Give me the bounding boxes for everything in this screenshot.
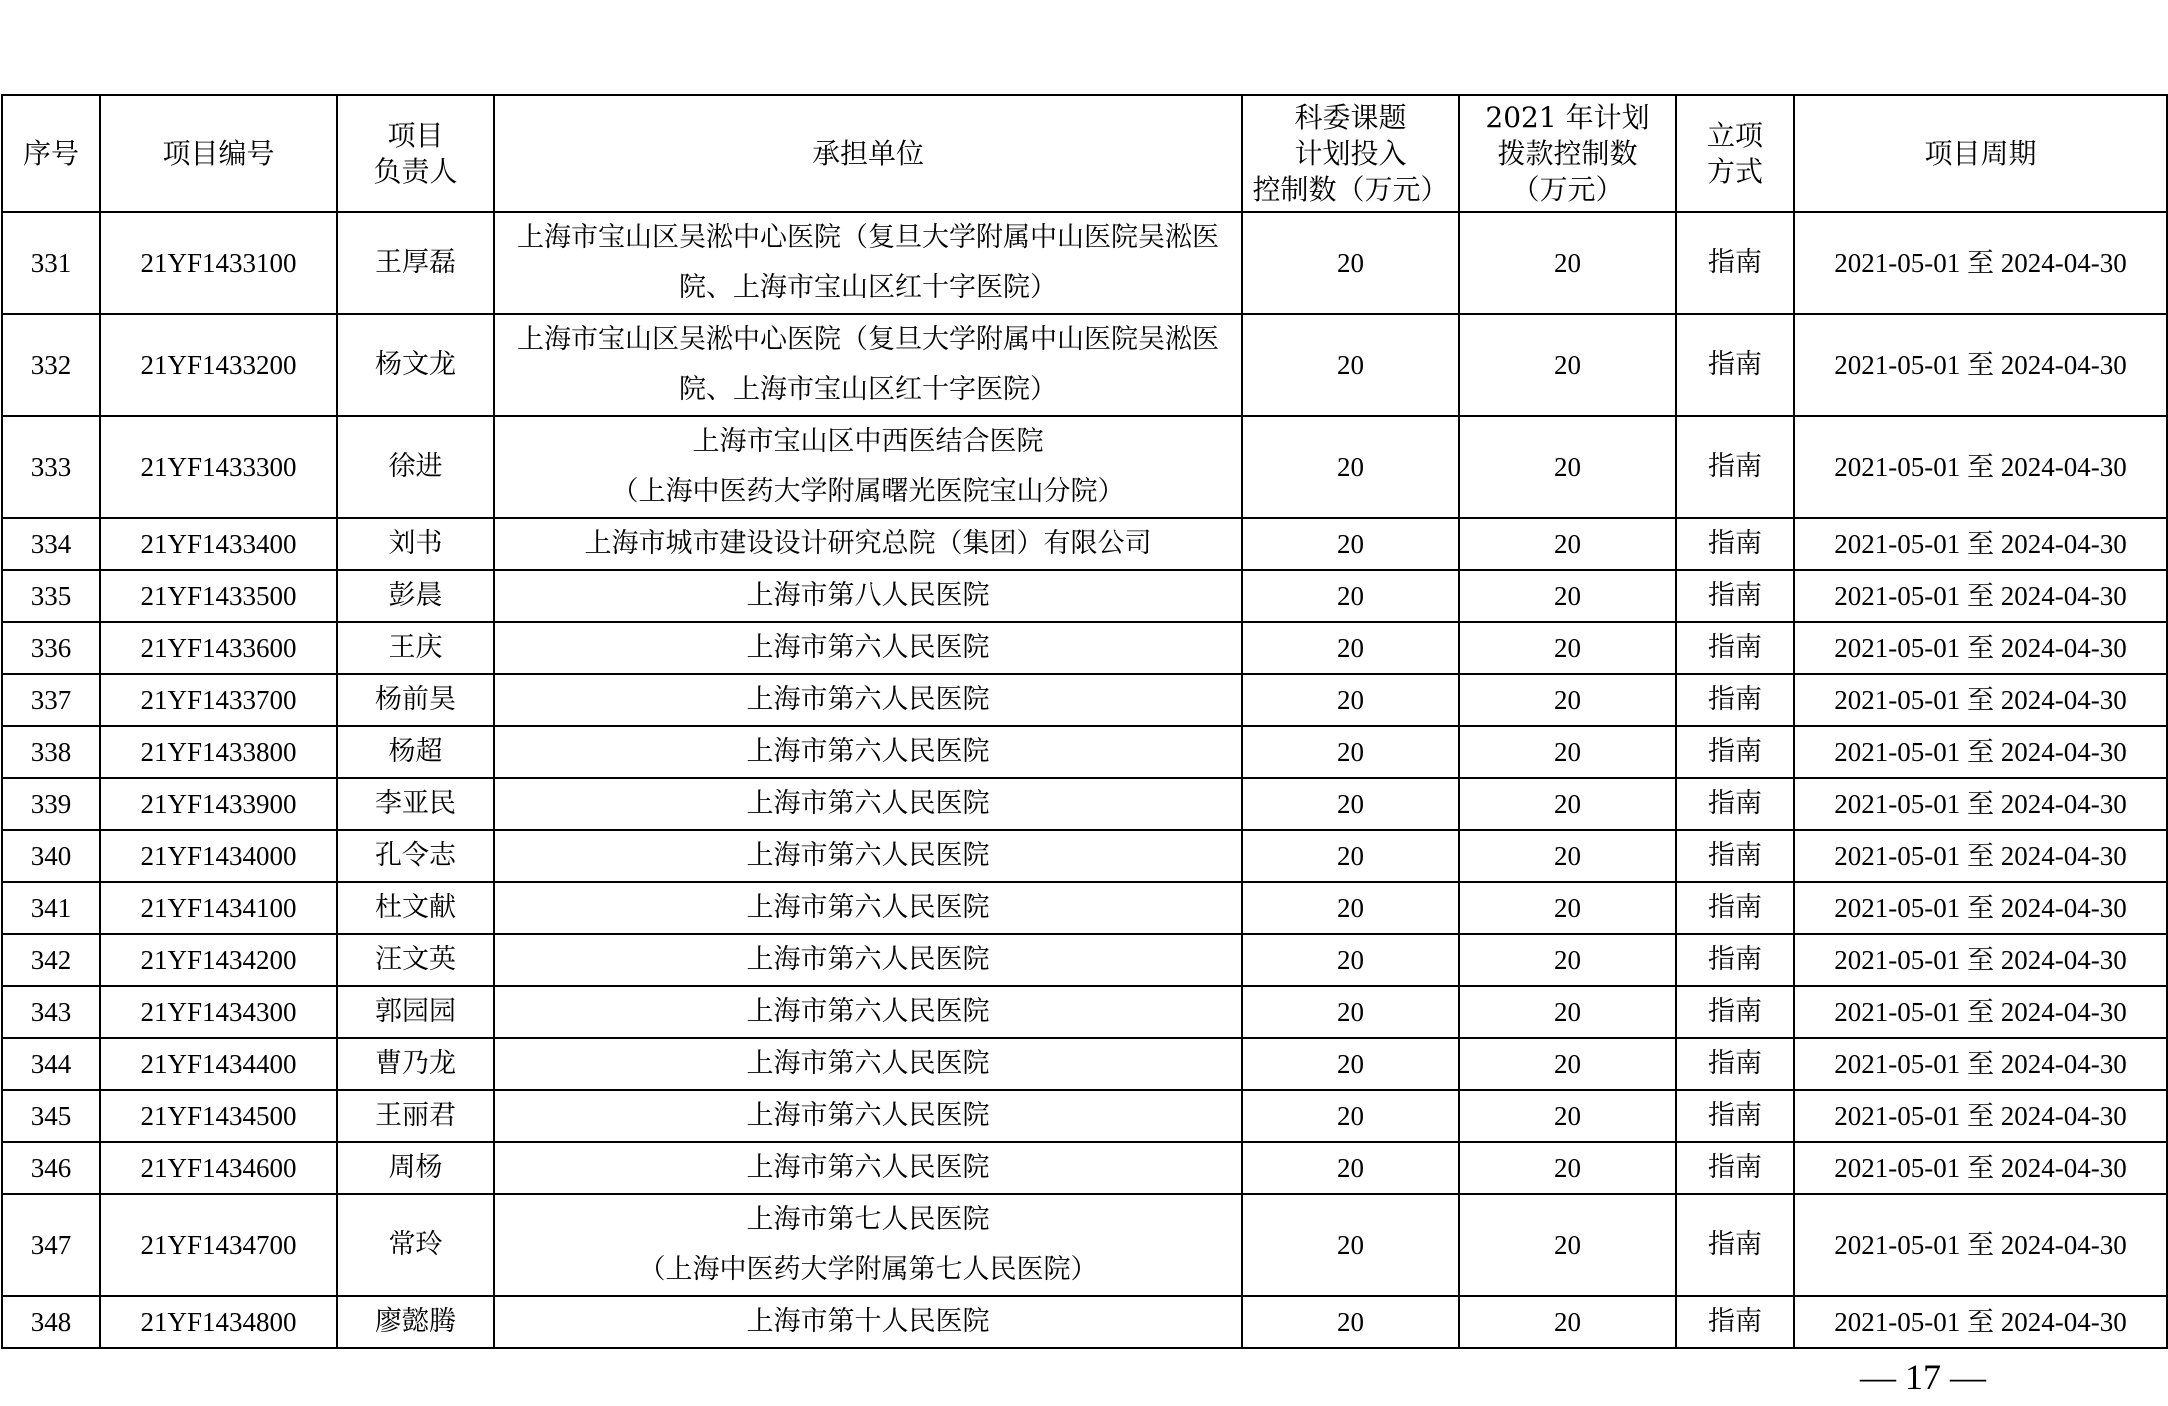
project-leader-cell: 汪文英 [337, 934, 494, 986]
row-number-cell: 341 [2, 882, 100, 934]
table-row [2, 212, 2167, 314]
table-row [2, 1038, 2167, 1090]
planned-investment-cell: 20 [1242, 518, 1459, 570]
project-leader-cell: 周杨 [337, 1142, 494, 1194]
project-leader-cell: 杨前昊 [337, 674, 494, 726]
project-code-cell: 21YF1433300 [100, 416, 337, 518]
undertaking-unit-cell: 上海市宝山区中西医结合医院 （上海中医药大学附属曙光医院宝山分院） [494, 416, 1242, 518]
row-number-cell: 333 [2, 416, 100, 518]
table-row [2, 570, 2167, 622]
project-period-cell: 2021-05-01 至 2024-04-30 [1794, 1142, 2167, 1194]
approval-method-cell: 指南 [1676, 986, 1794, 1038]
table-row [2, 1142, 2167, 1194]
allocation-cell: 20 [1459, 674, 1676, 726]
allocation-cell: 20 [1459, 570, 1676, 622]
project-leader-cell: 王丽君 [337, 1090, 494, 1142]
project-code-cell: 21YF1434700 [100, 1194, 337, 1296]
undertaking-unit-cell: 上海市宝山区吴淞中心医院（复旦大学附属中山医院吴淞医院、上海市宝山区红十字医院） [494, 212, 1242, 314]
allocation-cell: 20 [1459, 212, 1676, 314]
project-period-cell: 2021-05-01 至 2024-04-30 [1794, 882, 2167, 934]
allocation-cell: 20 [1459, 778, 1676, 830]
row-number-cell: 340 [2, 830, 100, 882]
project-leader-cell: 杜文献 [337, 882, 494, 934]
table-row [2, 416, 2167, 518]
planned-investment-cell: 20 [1242, 674, 1459, 726]
approval-method-cell: 指南 [1676, 1194, 1794, 1296]
header-cell: 项目编号 [100, 95, 337, 212]
allocation-cell: 20 [1459, 314, 1676, 416]
header-cell: 序号 [2, 95, 100, 212]
project-period-cell: 2021-05-01 至 2024-04-30 [1794, 212, 2167, 314]
table-header-row [2, 95, 2167, 212]
project-code-cell: 21YF1433200 [100, 314, 337, 416]
allocation-cell: 20 [1459, 1090, 1676, 1142]
planned-investment-cell: 20 [1242, 1038, 1459, 1090]
row-number-cell: 336 [2, 622, 100, 674]
undertaking-unit-cell: 上海市宝山区吴淞中心医院（复旦大学附属中山医院吴淞医院、上海市宝山区红十字医院） [494, 314, 1242, 416]
project-period-cell: 2021-05-01 至 2024-04-30 [1794, 934, 2167, 986]
page-number: — 17 — [1860, 1357, 1986, 1397]
undertaking-unit-cell: 上海市第六人民医院 [494, 674, 1242, 726]
planned-investment-cell: 20 [1242, 622, 1459, 674]
project-leader-cell: 杨文龙 [337, 314, 494, 416]
planned-investment-cell: 20 [1242, 570, 1459, 622]
allocation-cell: 20 [1459, 622, 1676, 674]
project-period-cell: 2021-05-01 至 2024-04-30 [1794, 314, 2167, 416]
approval-method-cell: 指南 [1676, 726, 1794, 778]
approval-method-cell: 指南 [1676, 570, 1794, 622]
row-number-cell: 332 [2, 314, 100, 416]
project-leader-cell: 王庆 [337, 622, 494, 674]
approval-method-cell: 指南 [1676, 212, 1794, 314]
row-number-cell: 331 [2, 212, 100, 314]
table-row [2, 1194, 2167, 1296]
undertaking-unit-cell: 上海市第六人民医院 [494, 1038, 1242, 1090]
row-number-cell: 346 [2, 1142, 100, 1194]
project-period-cell: 2021-05-01 至 2024-04-30 [1794, 986, 2167, 1038]
row-number-cell: 334 [2, 518, 100, 570]
project-leader-cell: 刘书 [337, 518, 494, 570]
planned-investment-cell: 20 [1242, 1296, 1459, 1348]
row-number-cell: 345 [2, 1090, 100, 1142]
project-leader-cell: 郭园园 [337, 986, 494, 1038]
allocation-cell: 20 [1459, 416, 1676, 518]
project-leader-cell: 王厚磊 [337, 212, 494, 314]
undertaking-unit-cell: 上海市第八人民医院 [494, 570, 1242, 622]
planned-investment-cell: 20 [1242, 934, 1459, 986]
project-code-cell: 21YF1434600 [100, 1142, 337, 1194]
project-code-cell: 21YF1433100 [100, 212, 337, 314]
planned-investment-cell: 20 [1242, 1194, 1459, 1296]
project-code-cell: 21YF1434000 [100, 830, 337, 882]
project-period-cell: 2021-05-01 至 2024-04-30 [1794, 674, 2167, 726]
table-row [2, 518, 2167, 570]
table-row [2, 882, 2167, 934]
allocation-cell: 20 [1459, 1194, 1676, 1296]
project-code-cell: 21YF1433700 [100, 674, 337, 726]
approval-method-cell: 指南 [1676, 778, 1794, 830]
project-code-cell: 21YF1434800 [100, 1296, 337, 1348]
project-code-cell: 21YF1434200 [100, 934, 337, 986]
project-table [1, 94, 2168, 1349]
planned-investment-cell: 20 [1242, 778, 1459, 830]
project-period-cell: 2021-05-01 至 2024-04-30 [1794, 622, 2167, 674]
project-code-cell: 21YF1433900 [100, 778, 337, 830]
project-leader-cell: 徐进 [337, 416, 494, 518]
undertaking-unit-cell: 上海市第六人民医院 [494, 778, 1242, 830]
approval-method-cell: 指南 [1676, 934, 1794, 986]
table-row [2, 314, 2167, 416]
planned-investment-cell: 20 [1242, 726, 1459, 778]
allocation-cell: 20 [1459, 1296, 1676, 1348]
header-cell: 立项 方式 [1676, 95, 1794, 212]
undertaking-unit-cell: 上海市第六人民医院 [494, 986, 1242, 1038]
row-number-cell: 342 [2, 934, 100, 986]
project-period-cell: 2021-05-01 至 2024-04-30 [1794, 1038, 2167, 1090]
undertaking-unit-cell: 上海市第六人民医院 [494, 622, 1242, 674]
header-cell: 2021 年计划 拨款控制数 （万元） [1459, 95, 1676, 212]
table-row [2, 830, 2167, 882]
row-number-cell: 347 [2, 1194, 100, 1296]
table-row [2, 1090, 2167, 1142]
undertaking-unit-cell: 上海市城市建设设计研究总院（集团）有限公司 [494, 518, 1242, 570]
planned-investment-cell: 20 [1242, 212, 1459, 314]
project-code-cell: 21YF1433800 [100, 726, 337, 778]
table-row [2, 934, 2167, 986]
project-leader-cell: 曹乃龙 [337, 1038, 494, 1090]
project-leader-cell: 杨超 [337, 726, 494, 778]
approval-method-cell: 指南 [1676, 674, 1794, 726]
planned-investment-cell: 20 [1242, 1090, 1459, 1142]
project-leader-cell: 常玲 [337, 1194, 494, 1296]
project-code-cell: 21YF1433400 [100, 518, 337, 570]
planned-investment-cell: 20 [1242, 1142, 1459, 1194]
project-code-cell: 21YF1433500 [100, 570, 337, 622]
project-period-cell: 2021-05-01 至 2024-04-30 [1794, 570, 2167, 622]
project-period-cell: 2021-05-01 至 2024-04-30 [1794, 830, 2167, 882]
allocation-cell: 20 [1459, 934, 1676, 986]
undertaking-unit-cell: 上海市第十人民医院 [494, 1296, 1242, 1348]
project-period-cell: 2021-05-01 至 2024-04-30 [1794, 1194, 2167, 1296]
allocation-cell: 20 [1459, 882, 1676, 934]
planned-investment-cell: 20 [1242, 986, 1459, 1038]
approval-method-cell: 指南 [1676, 1142, 1794, 1194]
table-row [2, 726, 2167, 778]
approval-method-cell: 指南 [1676, 1038, 1794, 1090]
approval-method-cell: 指南 [1676, 1296, 1794, 1348]
approval-method-cell: 指南 [1676, 622, 1794, 674]
approval-method-cell: 指南 [1676, 314, 1794, 416]
project-period-cell: 2021-05-01 至 2024-04-30 [1794, 726, 2167, 778]
allocation-cell: 20 [1459, 1038, 1676, 1090]
row-number-cell: 339 [2, 778, 100, 830]
approval-method-cell: 指南 [1676, 830, 1794, 882]
table-row [2, 674, 2167, 726]
allocation-cell: 20 [1459, 1142, 1676, 1194]
project-leader-cell: 李亚民 [337, 778, 494, 830]
approval-method-cell: 指南 [1676, 1090, 1794, 1142]
planned-investment-cell: 20 [1242, 830, 1459, 882]
approval-method-cell: 指南 [1676, 416, 1794, 518]
row-number-cell: 338 [2, 726, 100, 778]
allocation-cell: 20 [1459, 986, 1676, 1038]
allocation-cell: 20 [1459, 830, 1676, 882]
header-cell: 项目 负责人 [337, 95, 494, 212]
project-code-cell: 21YF1434300 [100, 986, 337, 1038]
approval-method-cell: 指南 [1676, 882, 1794, 934]
allocation-cell: 20 [1459, 518, 1676, 570]
allocation-cell: 20 [1459, 726, 1676, 778]
project-period-cell: 2021-05-01 至 2024-04-30 [1794, 518, 2167, 570]
undertaking-unit-cell: 上海市第六人民医院 [494, 830, 1242, 882]
project-code-cell: 21YF1434100 [100, 882, 337, 934]
header-cell: 项目周期 [1794, 95, 2167, 212]
project-period-cell: 2021-05-01 至 2024-04-30 [1794, 1090, 2167, 1142]
planned-investment-cell: 20 [1242, 882, 1459, 934]
project-code-cell: 21YF1434500 [100, 1090, 337, 1142]
project-leader-cell: 孔令志 [337, 830, 494, 882]
header-cell: 科委课题 计划投入 控制数（万元） [1242, 95, 1459, 212]
row-number-cell: 348 [2, 1296, 100, 1348]
table-row [2, 622, 2167, 674]
project-leader-cell: 彭晨 [337, 570, 494, 622]
project-code-cell: 21YF1434400 [100, 1038, 337, 1090]
header-cell: 承担单位 [494, 95, 1242, 212]
approval-method-cell: 指南 [1676, 518, 1794, 570]
undertaking-unit-cell: 上海市第六人民医院 [494, 934, 1242, 986]
project-leader-cell: 廖懿腾 [337, 1296, 494, 1348]
table-row [2, 986, 2167, 1038]
planned-investment-cell: 20 [1242, 416, 1459, 518]
row-number-cell: 335 [2, 570, 100, 622]
undertaking-unit-cell: 上海市第七人民医院 （上海中医药大学附属第七人民医院） [494, 1194, 1242, 1296]
row-number-cell: 344 [2, 1038, 100, 1090]
undertaking-unit-cell: 上海市第六人民医院 [494, 726, 1242, 778]
planned-investment-cell: 20 [1242, 314, 1459, 416]
project-period-cell: 2021-05-01 至 2024-04-30 [1794, 778, 2167, 830]
project-code-cell: 21YF1433600 [100, 622, 337, 674]
row-number-cell: 337 [2, 674, 100, 726]
row-number-cell: 343 [2, 986, 100, 1038]
project-period-cell: 2021-05-01 至 2024-04-30 [1794, 416, 2167, 518]
undertaking-unit-cell: 上海市第六人民医院 [494, 1142, 1242, 1194]
undertaking-unit-cell: 上海市第六人民医院 [494, 882, 1242, 934]
project-period-cell: 2021-05-01 至 2024-04-30 [1794, 1296, 2167, 1348]
undertaking-unit-cell: 上海市第六人民医院 [494, 1090, 1242, 1142]
table-row [2, 1296, 2167, 1348]
table-body [2, 212, 2167, 1348]
table-row [2, 778, 2167, 830]
